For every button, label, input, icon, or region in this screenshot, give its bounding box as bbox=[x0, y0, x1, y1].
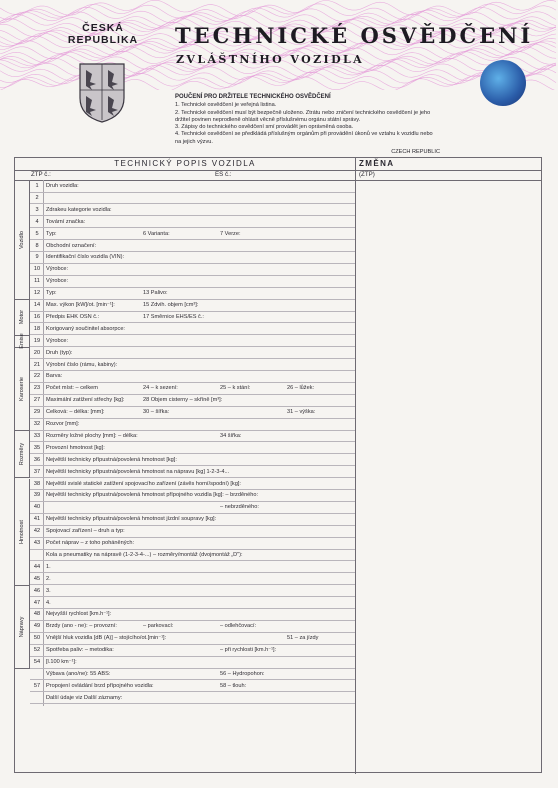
coat-of-arms-icon bbox=[78, 62, 126, 124]
field-number: 19 bbox=[33, 337, 41, 344]
field-label: Největší svislé statické zatížení spojovacího zařízení (závěs horní/spodní) [kg]: bbox=[46, 480, 241, 487]
group-label: Nápravy bbox=[19, 616, 25, 638]
field-number: 39 bbox=[33, 492, 41, 499]
field-number: 12 bbox=[33, 290, 41, 297]
group-cell bbox=[15, 181, 30, 300]
field-number: 22 bbox=[33, 373, 41, 380]
country-name: ČESKÁ bbox=[82, 22, 124, 34]
field-number: 27 bbox=[33, 397, 41, 404]
field-label: Maximální zatížení střechy [kg]: bbox=[46, 397, 125, 404]
field-number: 4 bbox=[35, 218, 39, 225]
group-cell bbox=[15, 479, 30, 586]
es-label: ES č.: bbox=[215, 171, 232, 178]
field-number bbox=[30, 669, 44, 679]
field-label-2: 15 Zdvih. objem [cm³]: bbox=[143, 302, 199, 308]
document-title: TECHNICKÉ OSVĚDČENÍ bbox=[175, 23, 534, 48]
technical-description-form bbox=[14, 157, 542, 773]
field-number: 8 bbox=[35, 242, 39, 249]
guilloche-line bbox=[0, 4, 556, 20]
notice-heading: POUČENÍ PRO DRŽITELE TECHNICKÉHO OSVĚDČENÍ bbox=[175, 94, 331, 100]
row-divider bbox=[30, 656, 355, 657]
field-label: Vnější hluk vozidla [dB (A)] – stojícího/ot.[min⁻¹]: bbox=[46, 635, 167, 642]
field-label: 4. bbox=[46, 599, 51, 606]
field-label: Obchodní označení: bbox=[46, 242, 97, 249]
row-divider bbox=[30, 560, 355, 561]
field-number: 47 bbox=[33, 599, 41, 606]
field-label: 2. bbox=[46, 575, 51, 582]
group-label: Vozidlo bbox=[19, 230, 25, 250]
field-label: Největší technicky přípustná/povolená hmotnost přípojného vozidla [kg]: – brzděného: bbox=[46, 492, 259, 499]
ztp-row bbox=[15, 170, 541, 181]
field-number: 40 bbox=[33, 504, 41, 511]
field-number: 5 bbox=[35, 230, 39, 237]
field-label: Typ: bbox=[46, 290, 57, 297]
group-cell bbox=[15, 300, 30, 336]
field-label-2: 6 Varianta: bbox=[143, 230, 170, 237]
field-label: Předpis EHK OSN č.: bbox=[46, 313, 100, 320]
field-number: 36 bbox=[33, 456, 41, 463]
group-label: Karoserie bbox=[19, 376, 25, 401]
group-label: Rozměry bbox=[19, 442, 25, 466]
field-number: 1 bbox=[35, 183, 39, 189]
field-label-4: 51 – za jízdy bbox=[287, 635, 319, 642]
field-number: 49 bbox=[33, 623, 41, 630]
field-number: 2 bbox=[35, 194, 39, 201]
row-divider bbox=[30, 572, 355, 573]
group-label: Emise bbox=[19, 333, 25, 349]
field-label: Největší technicky přípustná/povolená hmotnost na nápravu [kg] 1-2-3-4... bbox=[46, 468, 230, 475]
row-divider bbox=[30, 227, 355, 228]
ztp-label: ZTP č.: bbox=[31, 171, 51, 178]
field-label-2: 17 Směrnice EHS/ES č.: bbox=[143, 313, 204, 320]
row-divider bbox=[30, 584, 355, 585]
field-number: 16 bbox=[33, 313, 41, 320]
field-label: Typ: bbox=[46, 230, 57, 237]
field-number: 18 bbox=[33, 325, 41, 332]
row-divider bbox=[30, 263, 355, 264]
field-label: Výbava (ano/ne): 55 ABS: bbox=[46, 670, 111, 677]
field-label: Největší technicky přípustná/povolená hmotnost jízdní soupravy [kg]: bbox=[46, 516, 217, 523]
field-number: 21 bbox=[33, 361, 41, 368]
field-label-3: 25 – k stání: bbox=[220, 385, 251, 392]
notice-item: 4. Technické osvědčení se předkládá příslušným orgánům při provádění úkonů ve vztahu k vozidlu nebo na jejich výzvu. bbox=[175, 131, 433, 145]
field-label: Další údaje viz Další záznamy: bbox=[46, 694, 123, 701]
field-number bbox=[30, 693, 44, 703]
row-divider bbox=[30, 275, 355, 276]
group-label: Hmotnost bbox=[19, 519, 25, 544]
field-label: Rozvor [mm]: bbox=[46, 421, 80, 427]
row-divider bbox=[30, 703, 355, 704]
field-number: 10 bbox=[33, 266, 41, 273]
field-label-3: 58 – tlouh: bbox=[220, 682, 247, 689]
form-header-left: TECHNICKÝ POPIS VOZIDLA bbox=[114, 159, 256, 168]
field-label: Kola a pneumatiky na nápravě (1-2-3-4-...) – rozměry/montáž (dvojmontáž „D"): bbox=[46, 551, 243, 558]
field-label-3: 56 – Hydropohon: bbox=[220, 670, 265, 677]
document-subtitle: ZVLÁŠTNÍHO VOZIDLA bbox=[176, 53, 365, 66]
guilloche-line bbox=[0, 0, 556, 16]
field-label-3: 34 šířka: bbox=[220, 432, 242, 439]
row-divider bbox=[30, 287, 355, 288]
row-divider bbox=[30, 192, 355, 193]
field-label-2: 13 Palivo: bbox=[143, 290, 168, 297]
field-number: 48 bbox=[33, 611, 41, 618]
field-label: Barva: bbox=[46, 373, 63, 380]
field-number: 38 bbox=[33, 480, 41, 487]
field-number: 43 bbox=[33, 540, 41, 546]
column-divider bbox=[355, 158, 356, 774]
field-number: 45 bbox=[33, 575, 41, 582]
field-label-3: 7 Verze: bbox=[220, 230, 241, 237]
row-divider bbox=[30, 370, 355, 371]
field-number bbox=[30, 550, 44, 560]
field-label-4: 26 – lůžek: bbox=[287, 385, 315, 392]
field-label: Max. výkon [kW]/ot. [min⁻¹]: bbox=[46, 302, 115, 308]
field-number: 32 bbox=[33, 421, 41, 427]
notice-item: 2. Technické osvědčení musí být bezpečně uloženo. Ztrátu nebo zničení technického osvědčení je jeho držitel povinen neprodleně ohlásit věcně příslušnému orgánu státní správy. bbox=[175, 109, 431, 123]
field-label-3: – odlehčovací: bbox=[220, 623, 257, 630]
field-label: Počet náprav – z toho poháněných: bbox=[46, 540, 135, 546]
field-label-2: 30 – šířka: bbox=[143, 409, 170, 416]
field-label: Spojovací zařízení – druh a typ: bbox=[46, 528, 125, 535]
country-en: CZECH REPUBLIC bbox=[391, 149, 440, 156]
field-number: 54 bbox=[33, 659, 41, 665]
field-number: 20 bbox=[33, 349, 41, 356]
field-label: Rozměry ložné plochy [mm]: – délka: bbox=[46, 432, 138, 439]
field-label: Identifikační číslo vozidla (VIN): bbox=[46, 254, 125, 261]
field-label: Výrobce: bbox=[46, 266, 69, 273]
group-cell bbox=[15, 431, 30, 479]
field-label-3: – nebrzděného: bbox=[220, 504, 259, 511]
guilloche-line bbox=[0, 7, 556, 23]
field-label: Nejvyšší rychlost [km.h⁻¹]: bbox=[46, 611, 112, 618]
field-number: 33 bbox=[33, 432, 41, 439]
row-divider bbox=[30, 501, 355, 502]
field-label: Tovární značka: bbox=[46, 218, 86, 225]
field-label: Druh (typ): bbox=[46, 349, 73, 356]
field-number: 37 bbox=[33, 468, 41, 475]
field-number: 52 bbox=[33, 647, 41, 654]
field-label: 3. bbox=[46, 587, 51, 594]
field-number: 44 bbox=[33, 563, 41, 570]
field-label: Propojení ovládání brzd přípojného vozidla: bbox=[46, 682, 154, 689]
group-cell bbox=[15, 586, 30, 669]
field-label: [l.100 km⁻¹]: bbox=[46, 659, 77, 665]
field-label-2: 28 Objem cisterny – skříně [m³]: bbox=[143, 397, 223, 404]
field-label: Brzdy (ano - ne): – provozní: bbox=[46, 623, 117, 630]
field-number: 23 bbox=[33, 385, 41, 392]
field-number: 9 bbox=[35, 254, 39, 261]
row-divider bbox=[30, 346, 355, 347]
field-label: Největší technicky přípustná/povolená hmotnost [kg]: bbox=[46, 456, 177, 463]
ztp-right-label: (ZTP) bbox=[359, 171, 375, 178]
notice-item: 3. Zápisy do technického osvědčení smí provádět jen oprávněná osoba. bbox=[175, 124, 354, 131]
country-block bbox=[58, 22, 148, 46]
field-number: 14 bbox=[33, 302, 41, 308]
field-label-2: – parkovací: bbox=[143, 623, 174, 630]
field-label: Zdrakeu kategorie vozidla: bbox=[46, 206, 112, 213]
notice-item: 1. Technické osvědčení je veřejná listina. bbox=[175, 102, 277, 109]
field-label-3: – při rychlosti [km.h⁻¹]: bbox=[220, 647, 277, 654]
field-label: Počet míst: – celkem bbox=[46, 385, 98, 392]
row-divider bbox=[30, 596, 355, 597]
holder-notice bbox=[175, 94, 440, 156]
field-label: Výrobce: bbox=[46, 278, 69, 285]
group-label: Motor bbox=[19, 310, 25, 325]
group-cell bbox=[15, 348, 30, 431]
field-label: Korigovaný součinitel absorpce: bbox=[46, 325, 125, 332]
field-number: 50 bbox=[33, 635, 41, 642]
form-header-right: ZMĚNA bbox=[359, 159, 395, 168]
field-label: Celková: – délka: [mm]: bbox=[46, 409, 105, 416]
field-number: 11 bbox=[34, 278, 40, 285]
country-name-2: REPUBLIKA bbox=[67, 34, 139, 46]
field-number: 42 bbox=[33, 528, 41, 535]
hologram-icon bbox=[480, 60, 526, 106]
field-label: Provozní hmotnost [kg]: bbox=[46, 444, 105, 451]
field-label-2: 24 – k sezení: bbox=[143, 385, 178, 392]
field-number: 35 bbox=[33, 444, 41, 451]
field-label: Druh vozidla: bbox=[46, 183, 79, 189]
group-cell bbox=[15, 333, 30, 349]
field-number: 41 bbox=[33, 516, 41, 523]
field-number: 29 bbox=[33, 409, 41, 416]
field-label: Výrobce: bbox=[46, 337, 69, 344]
field-label: 1. bbox=[46, 563, 51, 570]
field-number: 3 bbox=[35, 206, 39, 213]
row-divider bbox=[30, 334, 355, 335]
field-number: 46 bbox=[33, 587, 41, 594]
field-label-4: 31 – výška: bbox=[287, 409, 316, 416]
field-label: Spotřeba paliv: – metodika: bbox=[46, 647, 114, 654]
field-number: 57 bbox=[33, 682, 41, 689]
field-label: Výrobní číslo (rámu, kabiny): bbox=[46, 361, 118, 368]
